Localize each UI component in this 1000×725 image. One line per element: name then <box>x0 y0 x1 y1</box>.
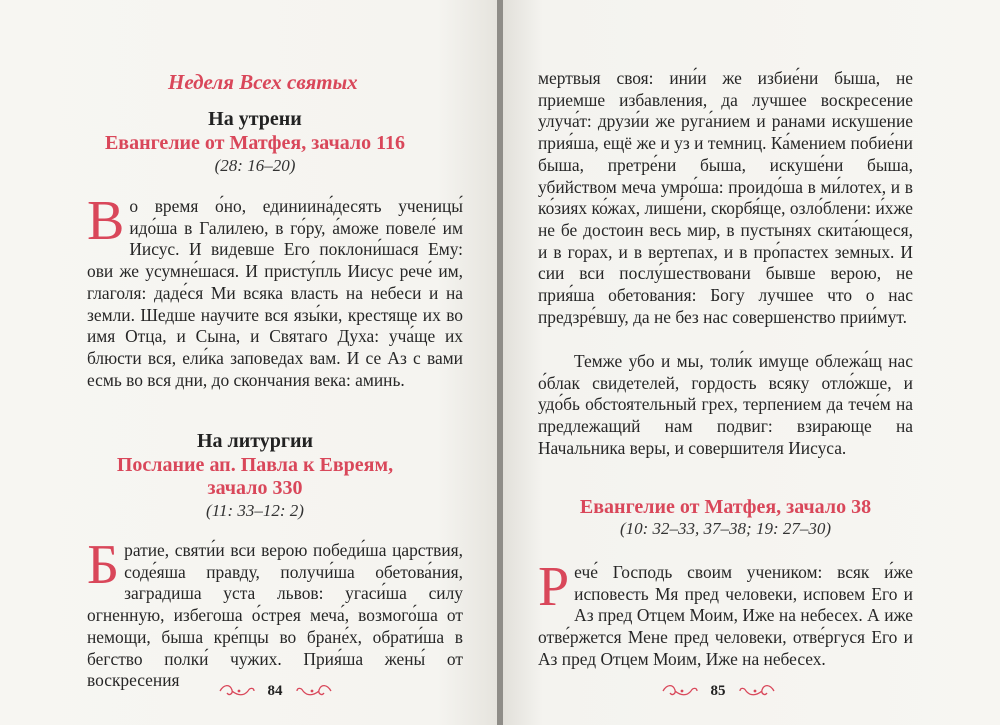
matins-reading-title: Евангелие от Матфея, зачало 116 <box>104 132 406 154</box>
page-footer <box>175 676 375 706</box>
matins-reference: (28: 16–20) <box>214 156 296 175</box>
liturgy-reading-text <box>87 534 463 692</box>
gospel-body: ече́ Господь своим учеником: всяк и́же исповесть Мя пред человеки, исповем Его и Аз пред Отцем Моим, Иже на небесех. А иже отве́ржется Мене пред человеки, отве́ргуся Его и Аз пред Отцем Моим, Иже на небесех. <box>538 562 913 669</box>
left-page <box>0 0 497 725</box>
dropcap: Р <box>538 556 570 618</box>
second-paragraph-body: Темже убо и мы, толи́к имуще облежа́щ нас о́блак свидетелей, гордость всяку отло́жше, и удо́бь обстоятельный грех, терпением да тече́м на предлежащий нам подвиг: взирающе на Начальника веры, и совершителя Иисуса. <box>538 351 913 458</box>
liturgy-body: ратие, святи́и вси верою победи́ша царствия, соде́яша правду, получи́ша обетова́ния, заградиша уста львов: угаси́ша силу огненную, избегоша о́стрея меча́, возмого́ша от немощи, быша кре́пцы во бране́х, обрати́ша в бегство полки́ чужих. Прия́ша жены́ от воскресения <box>87 540 463 691</box>
gospel-reading-title: Евангелие от Матфея, зачало 38 <box>579 496 872 518</box>
dropcap: В <box>87 190 125 252</box>
liturgy-reference: (11: 33–12: 2) <box>206 501 304 520</box>
swirl-ornament-icon <box>295 682 333 700</box>
matins-heading: На утрени <box>208 108 302 130</box>
matins-reading-text <box>87 190 463 391</box>
gospel-reference: (10: 32–33, 37–38; 19: 27–30) <box>619 519 832 538</box>
right-page <box>503 0 1000 725</box>
section-title: Неделя Всех святых <box>168 70 358 94</box>
epistle-second-paragraph <box>538 351 913 460</box>
epistle-continuation-text: мертвыя своя: ини́и же избие́ни быша, не приемше избавления, да лучшее воскресение улуча́т: друзи́и же руга́нием и ранами искушение прия́ша, ещё же и уз и темниц. Ка́мением побие́ни быша, претре́ни быша, искуше́ни быша, убийством меча умро́ша: проидо́ша в ми́лотех, и в ко́зиях ко́жах, лише́ни, скорбя́ще, озло́блени: и́хже не бе достоин весь мир, в пустынях скита́ющеся, и в горах, и в вертепах, и в про́пастех земных. И сии вси послу́шествовани бывше верою, не прия́ша обетования: Богу лучшее что о нас предзре́вшу, да не без нас совершенство прии́мут. <box>538 68 913 327</box>
liturgy-reading-title-line1: Послание ап. Павла к Евреям, <box>116 454 394 476</box>
liturgy-reading-title-line2: зачало 330 <box>207 477 303 499</box>
swirl-ornament-icon <box>218 682 256 700</box>
swirl-ornament-icon <box>738 682 776 700</box>
page-footer <box>618 676 818 706</box>
gospel-reading-text <box>538 556 913 671</box>
liturgy-heading: На литургии <box>196 430 314 452</box>
swirl-ornament-icon <box>661 682 699 700</box>
page-number: 85 <box>710 682 726 699</box>
dropcap: Б <box>87 534 120 596</box>
page-number: 84 <box>267 682 283 699</box>
matins-body: о время о́но, единиина́десять ученицы́ идо́ша в Галилею, в го́ру, а́може повеле́ им Иисус. И видевше Его поклони́шася Ему: ови же усумне́шася. И присту́пль Иисус рече́ им, глаголя: даде́ся Ми всяка власть на небеси и на земли. Шедше научите вся язы́ки, крестяще их во имя Отца, и Сына, и Святаго Духа: уча́ще их блюсти вся, ели́ка заповедах вам. И се Аз с вами есмь во вся дни, до скончания века: аминь. <box>87 196 463 390</box>
